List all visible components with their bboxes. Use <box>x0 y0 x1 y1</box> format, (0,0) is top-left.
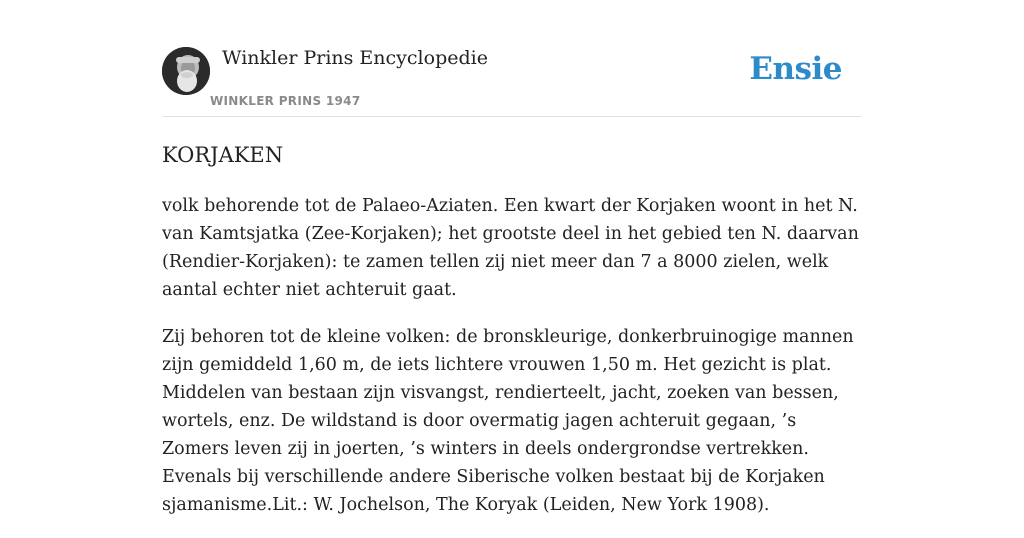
site-title[interactable]: Winkler Prins Encyclopedie <box>222 47 488 69</box>
page <box>162 0 862 515</box>
article-body <box>162 192 862 538</box>
article-title: KORJAKEN <box>162 143 284 167</box>
article-paragraph: volk behorende tot de Palaeo-Aziaten. Een kwart der Korjaken woont in het N. van Kamtsjatka (Zee-Korjaken); het grootste deel in het gebied ten N. daarvan (Rendier-Korjaken): te zamen tellen zij niet meer dan 7 a 8000 zielen, welk aantal echter niet achteruit gaat. <box>162 196 859 300</box>
edition-label[interactable]: WINKLER PRINS 1947 <box>210 94 361 108</box>
site-header <box>162 0 862 117</box>
article-paragraph: Zij behoren tot de kleine volken: de bronskleurige, donkerbruinogige mannen zijn gemiddeld 1,60 m, de iets lichtere vrouwen 1,50 m. Het gezicht is plat. Middelen van bestaan zijn visvangst, rendierteelt, jacht, zoeken van bessen, wortels, enz. De wildstand is door overmatig jagen achteruit gegaan, ’s Zomers leven zij in joerten, ’s winters in deels ondergrondse vertrekken. Evenals bij verschillende andere Siberische volken bestaat bij de Korjaken sjamanisme.Lit.: W. Jochelson, The Koryak (Leiden, New York 1908). <box>162 327 854 515</box>
portrait-avatar-icon[interactable] <box>162 47 210 95</box>
ensie-logo[interactable]: Ensie <box>749 51 842 87</box>
